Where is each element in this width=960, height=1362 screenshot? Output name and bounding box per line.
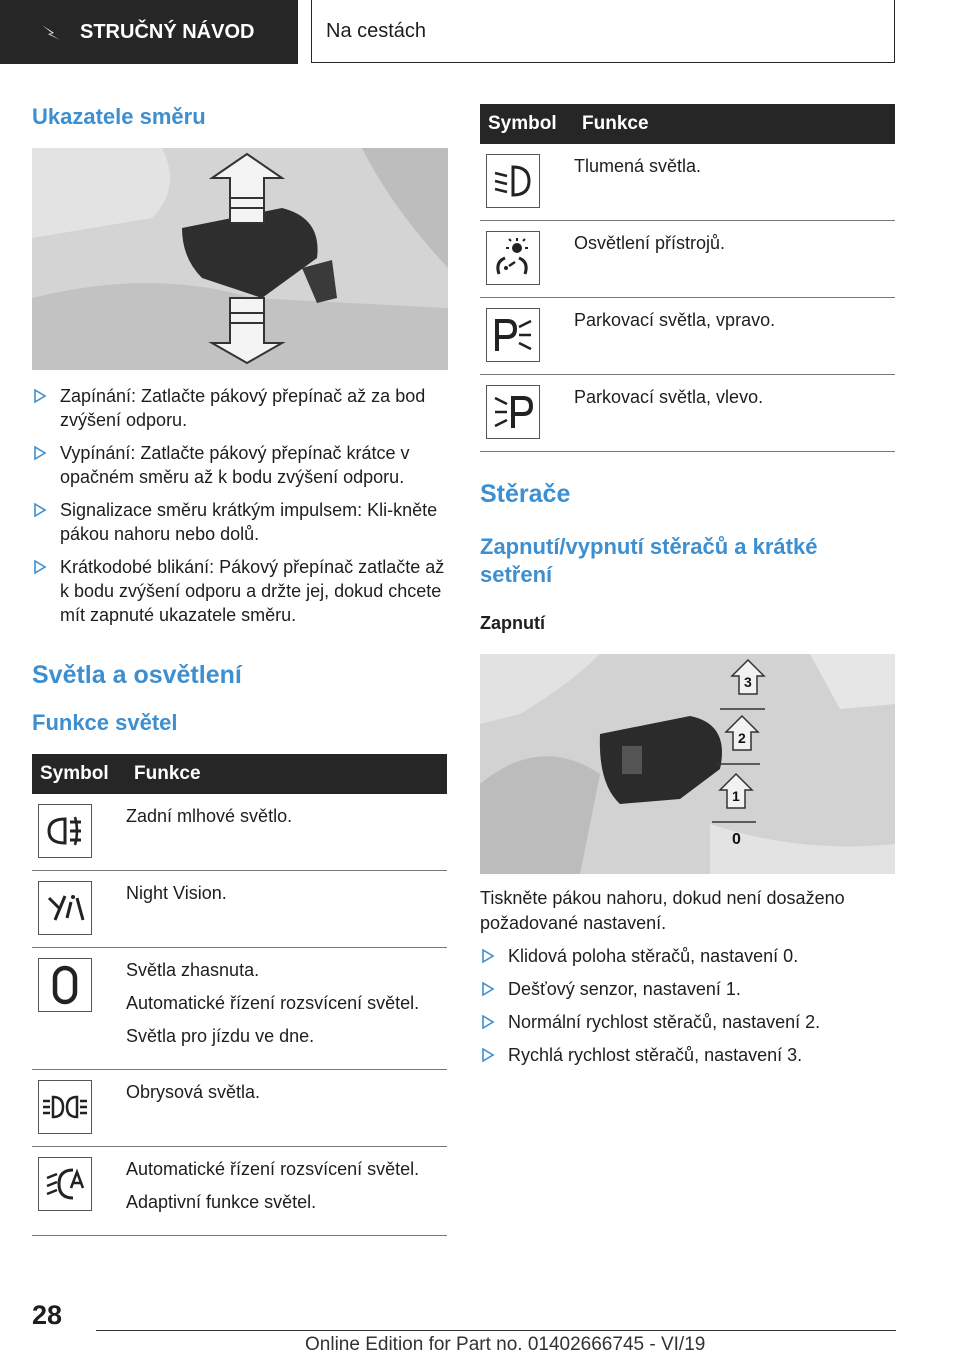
turn-signal-list <box>32 384 448 627</box>
table-row: Světla zhasnuta. Automatické řízení rozsvícení světel. Světla pro jízdu ve dne. <box>32 948 447 1070</box>
table-row: Automatické řízení rozsvícení světel. Adaptivní funkce světel. <box>32 1147 447 1236</box>
triangle-bullet-icon <box>32 502 48 518</box>
right-column <box>480 104 895 1076</box>
night-vision-icon <box>38 881 92 935</box>
list-item: Vypínání: Zatlačte pákový přepínač krátce v opačném směru až k bodu zvýšení odporu. <box>32 441 448 489</box>
section-tab-label: STRUČNÝ NÁVOD <box>80 20 255 43</box>
table-row: Osvětlení přístrojů. <box>480 221 895 298</box>
wiper-instruction: Tiskněte pákou nahoru, dokud není dosaženo požadované nastavení. <box>480 888 845 933</box>
wipers-heading: Stěrače <box>480 480 571 508</box>
position-1-label: 1 <box>732 788 740 804</box>
left-column <box>32 104 448 1236</box>
table-row: Parkovací světla, vlevo. <box>480 375 895 452</box>
table-row: Tlumená světla. <box>480 144 895 221</box>
light-functions-table-continued <box>480 104 895 452</box>
col-function-header: Funkce <box>126 754 447 794</box>
parking-light-right-icon <box>486 308 540 362</box>
chapter-tab-label: Na cestách <box>326 19 427 42</box>
page-number: 28 <box>32 1300 63 1330</box>
lights-off-icon <box>38 958 92 1012</box>
list-item: Dešťový senzor, nastavení 1. <box>480 977 895 1001</box>
table-row: Zadní mlhové světlo. <box>32 794 447 871</box>
col-symbol-header: Symbol <box>32 754 126 794</box>
list-item: Klidová poloha stěračů, nastavení 0. <box>480 944 895 968</box>
instrument-lighting-icon <box>486 231 540 285</box>
col-symbol-header: Symbol <box>480 104 574 144</box>
position-3-label: 3 <box>744 674 752 690</box>
position-0-label: 0 <box>732 831 741 848</box>
wiper-illustration <box>480 654 895 874</box>
table-row: Night Vision. <box>32 871 447 948</box>
functions-heading: Funkce světel <box>32 710 178 735</box>
edition-footer: Online Edition for Part no. 01402666745 - VI/19 <box>305 1334 706 1355</box>
chapter-tab[interactable] <box>311 0 895 63</box>
triangle-bullet-icon <box>32 445 48 461</box>
footer-divider <box>96 1330 896 1331</box>
turn-signal-lever-photo <box>32 148 448 370</box>
rear-fog-light-icon <box>38 804 92 858</box>
triangle-bullet-icon <box>32 388 48 404</box>
turn-signals-heading: Ukazatele směru <box>32 104 206 129</box>
on-heading: Zapnutí <box>480 613 545 633</box>
lightning-icon <box>40 22 64 42</box>
low-beam-icon <box>486 154 540 208</box>
page-header <box>0 0 960 66</box>
list-item: Rychlá rychlost stěračů, nastavení 3. <box>480 1043 895 1067</box>
wiper-lever-photo <box>480 654 895 874</box>
list-item: Normální rychlost stěračů, nastavení 2. <box>480 1010 895 1034</box>
table-header-row <box>32 754 447 794</box>
position-2-label: 2 <box>738 730 746 746</box>
list-item: Signalizace směru krátkým impulsem: Kli-kněte pákou nahoru nebo dolů. <box>32 498 448 546</box>
table-header-row <box>480 104 895 144</box>
list-item: Krátkodobé blikání: Pákový přepínač zatlačte až k bodu zvýšení odporu a držte jej, dokud chcete mít zapnuté ukazatele směru. <box>32 555 448 627</box>
triangle-bullet-icon <box>480 981 496 997</box>
triangle-bullet-icon <box>32 559 48 575</box>
side-lights-icon <box>38 1080 92 1134</box>
list-item: Zapínání: Zatlačte pákový přepínač až za bod zvýšení odporu. <box>32 384 448 432</box>
lights-heading: Světla a osvětlení <box>32 661 242 689</box>
table-row: Parkovací světla, vpravo. <box>480 298 895 375</box>
triangle-bullet-icon <box>480 1047 496 1063</box>
triangle-bullet-icon <box>480 948 496 964</box>
lever-illustration <box>32 148 448 370</box>
wiper-list <box>480 944 895 1067</box>
auto-headlight-icon <box>38 1157 92 1211</box>
light-functions-table <box>32 754 447 1236</box>
parking-light-left-icon <box>486 385 540 439</box>
wipers-subheading: Zapnutí/vypnutí stěračů a krátké setření <box>480 534 818 587</box>
table-row: Obrysová světla. <box>32 1070 447 1147</box>
triangle-bullet-icon <box>480 1014 496 1030</box>
section-tab[interactable] <box>0 0 298 64</box>
col-function-header: Funkce <box>574 104 895 144</box>
